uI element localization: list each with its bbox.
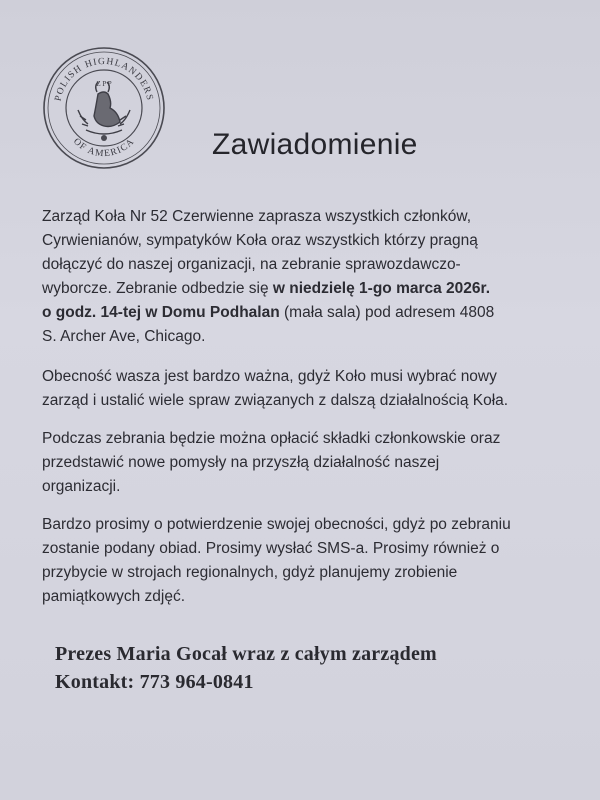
text-line: Zarząd Koła Nr 52 Czerwienne zaprasza wszystkich członków, (42, 208, 472, 225)
text-line: pamiątkowych zdjęć. (42, 588, 186, 605)
signature-president: Prezes Maria Gocał wraz z całym zarządem (55, 643, 437, 665)
svg-text:OF AMERICA: OF AMERICA (71, 136, 137, 160)
svg-text:POLISH HIGHLANDERS: POLISH HIGHLANDERS (53, 56, 155, 103)
meeting-date: w niedzielę 1-go marca 2026r. (272, 280, 491, 297)
signature-contact: Kontakt: 773 964-0841 (55, 671, 254, 693)
text-line: organizacji. (42, 478, 121, 495)
text-line: Obecność wasza jest bardzo ważna, gdyż Koło musi wybrać nowy (42, 368, 497, 385)
polish-highlanders-seal (42, 46, 166, 170)
paragraph-fees (42, 427, 572, 499)
text-segment: wyborcze. Zebranie odbedzie się (42, 280, 273, 297)
page-title: Zawiadomienie (212, 128, 418, 161)
meeting-time-place: o godz. 14-tej w Domu Podhalan (42, 304, 280, 321)
paragraph-importance (42, 365, 572, 413)
text-line: dołączyć do naszej organizacji, na zebranie sprawozdawczo- (42, 256, 461, 273)
text-line: zarząd i ustalić wiele spraw związanych z dalszą działalnością Koła. (42, 392, 509, 409)
text-line: przedstawić nowe pomysły na przyszłą działalność naszej (42, 454, 440, 471)
paragraph-invitation (42, 205, 572, 349)
chamois-emblem (78, 82, 130, 134)
signature-block (55, 640, 575, 696)
paragraph-rsvp (42, 513, 572, 609)
svg-text:Z P P: Z P P (96, 80, 112, 88)
text-line (42, 277, 572, 301)
text-line: zostanie podany obiad. Prosimy wysłać SMS-a. Prosimy również o (42, 540, 500, 557)
text-segment: (mała sala) pod adresem 4808 (279, 304, 495, 321)
text-line: S. Archer Ave, Chicago. (42, 328, 206, 345)
text-line: przybycie w strojach regionalnych, gdyż planujemy zrobienie (42, 564, 458, 581)
text-line: Podczas zebrania będzie można opłacić składki członkowskie oraz (42, 430, 501, 447)
notice-body (42, 205, 572, 609)
text-line: Cyrwienianów, sympatyków Koła oraz wszystkich którzy pragną (42, 232, 478, 249)
text-line (42, 301, 572, 325)
text-line: Bardzo prosimy o potwierdzenie swojej obecności, gdyż po zebraniu (42, 516, 511, 533)
